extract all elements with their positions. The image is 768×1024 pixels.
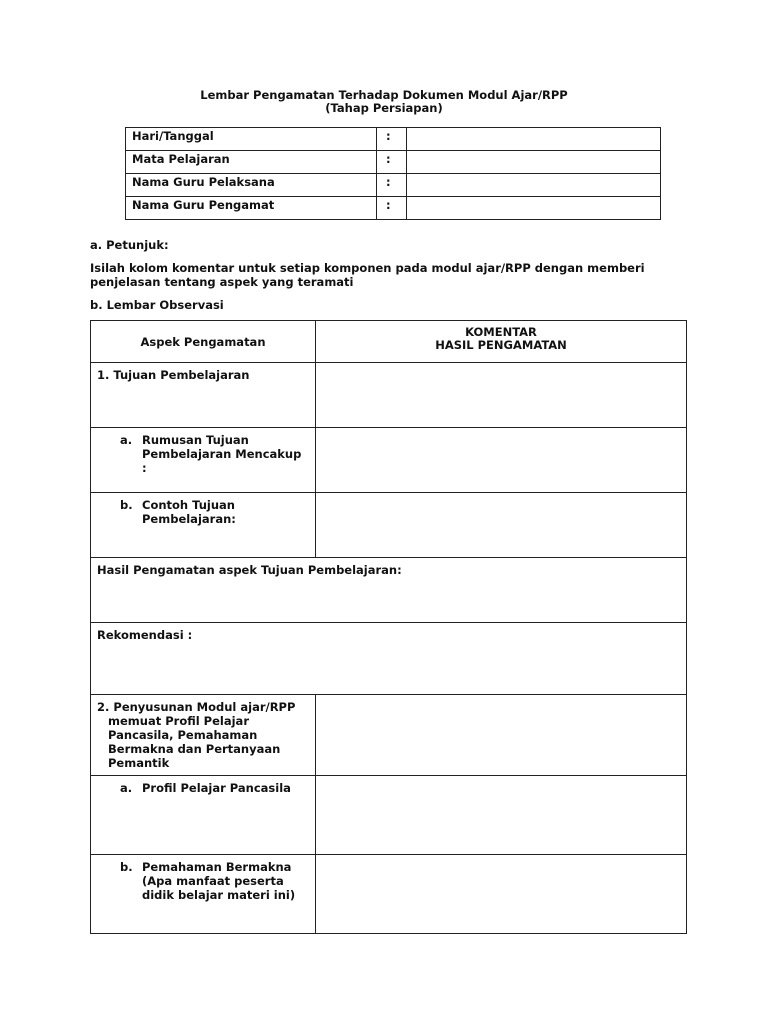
list-marker: b. [120,498,133,512]
petunjuk-text: Isilah kolom komentar untuk setiap komponen pada modul ajar/RPP dengan memberi penjelasan tentang aspek yang teramati [90,261,645,289]
table-row [91,493,687,558]
observasi-heading: b. Lembar Observasi [90,298,224,312]
table-row [91,428,687,493]
table-row [91,558,687,623]
info-table [125,127,661,220]
comment-cell[interactable] [316,428,687,493]
document-subtitle: (Tahap Persiapan) [325,101,443,115]
table-row [91,776,687,855]
list-marker: a. [120,433,133,447]
table-row [91,623,687,695]
aspect-label: Pemahaman Bermakna (Apa manfaat peserta didik belajar materi ini) [142,860,296,902]
info-value[interactable] [407,128,661,151]
info-row [126,151,661,174]
comment-cell[interactable] [316,776,687,855]
rekomendasi-cell[interactable] [91,623,687,695]
aspect-label: Rumusan Tujuan Pembelajaran Mencakup : [142,433,302,475]
document-title: Lembar Pengamatan Terhadap Dokumen Modul Ajar/RPP [200,88,568,102]
info-label: Nama Guru Pelaksana [126,174,377,197]
aspect-contoh [91,493,316,558]
aspect-pemahaman [91,855,316,934]
header-komentar [316,321,687,363]
info-row [126,197,661,220]
observation-table [90,320,687,934]
table-header-row [91,321,687,363]
table-row [91,855,687,934]
info-row [126,174,661,197]
aspect-number: 2. [97,700,110,714]
list-marker: b. [120,860,133,874]
info-value[interactable] [407,197,661,220]
rekomendasi-label: Rekomendasi : [97,628,193,642]
table-row [91,363,687,428]
aspect-label: Profil Pelajar Pancasila [142,781,291,795]
table-row [91,695,687,776]
info-separator: : [377,197,407,220]
header-aspek: Aspek Pengamatan [91,321,316,363]
info-separator: : [377,151,407,174]
comment-cell[interactable] [316,855,687,934]
info-value[interactable] [407,151,661,174]
hasil-label: Hasil Pengamatan aspek Tujuan Pembelajaran: [97,563,402,577]
aspect-tujuan [91,363,316,428]
aspect-rumusan [91,428,316,493]
list-marker: a. [120,781,133,795]
hasil-pengamatan-cell[interactable] [91,558,687,623]
comment-cell[interactable] [316,493,687,558]
info-label: Nama Guru Pengamat [126,197,377,220]
info-label: Mata Pelajaran [126,151,377,174]
aspect-penyusunan [91,695,316,776]
aspect-label: 1. Tujuan Pembelajaran [97,368,250,382]
aspect-label: Penyusunan Modul ajar/RPP [113,700,296,714]
aspect-label: Contoh Tujuan Pembelajaran: [142,498,236,526]
info-separator: : [377,128,407,151]
info-value[interactable] [407,174,661,197]
info-row [126,128,661,151]
header-komentar-line2: HASIL PENGAMATAN [435,338,567,352]
aspect-profil [91,776,316,855]
info-separator: : [377,174,407,197]
petunjuk-heading: a. Petunjuk: [90,238,169,252]
aspect-label-cont: memuat Profil Pelajar Pancasila, Pemahaman Bermakna dan Pertanyaan Pemantik [108,714,281,770]
header-komentar-line1: KOMENTAR [465,325,537,339]
info-label: Hari/Tanggal [126,128,377,151]
comment-cell[interactable] [316,363,687,428]
comment-cell[interactable] [316,695,687,776]
